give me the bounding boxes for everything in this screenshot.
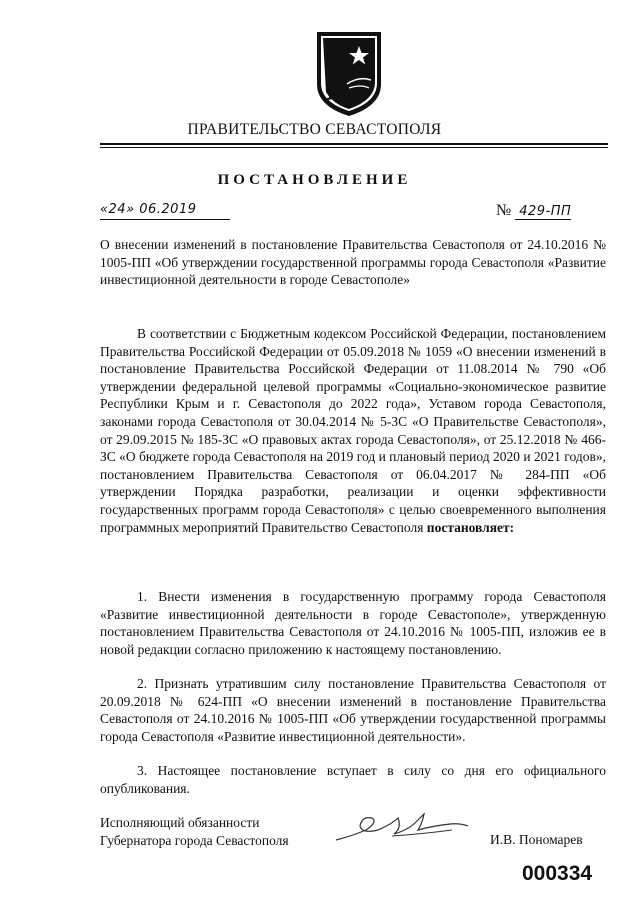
decree-item-1: 1. Внести изменения в государственную программу города Севастополя «Развитие инвестиционной деятельности в городе Севастополе», утвержденную постановлением Правительства Севастополя от 24.10.2016 № 1005-ПП, изложив ее в новой редакции согласно приложению к настоящему постановлению. [100,589,606,657]
organization-name: ПРАВИТЕЛЬСТВО СЕВАСТОПОЛЯ [187,121,442,138]
decree-item-2: 2. Признать утратившим силу постановление Правительства Севастополя от 20.09.2018 № 624-ПП «О внесении изменений в постановление Правительства Севастополя от 24.10.2016 № 1005-ПП «Об утверждении государственной программы города Севастополя «Развитие инвестиционной деятельности». [100,676,606,744]
number-prefix: № [496,202,512,219]
registration-number: 000334 [522,862,593,885]
header-rule-thin [100,147,608,148]
document-number: 429-ПП [515,204,571,220]
signatory-position-line-2: Губернатора города Севастополя [100,832,289,848]
preamble-text: В соответствии с Бюджетным кодексом Российской Федерации, постановлением Правительства Российской Федерации от 05.09.2018 № 1059 «О внесении изменений в постановление Правительства Российской Федерации от 11.08.2014 № 790 «Об утверждении федеральной целевой программы «Социально-экономическое развитие Республики Крым и г. Севастополя до 2022 года», Уставом города Севастополя, законами города Севастополя от 30.04.2014 № 5-ЗС «О Правительстве Севастополя», от 29.09.2015 № 185-ЗС «О правовых актах города Севастополя», от 25.12.2018 № 466-ЗС «О бюджете города Севастополя на 2019 год и плановый период 2020 и 2021 годов», постановлением Правительства Севастополя от 06.04.2017 № 284-ПП «Об утверждении Порядка разработки, реализации и оценки эффективности государственных программ города Севастополя» с целью своевременного выполнения программных мероприятий Правительство Севастополя [100,326,606,535]
document-number-field [496,202,606,219]
signatory-position [100,814,289,849]
coat-of-arms-emblem [313,28,385,118]
header-rule-thick [100,143,608,145]
document-type: ПОСТАНОВЛЕНИЕ [217,172,412,188]
signatory-name: И.В. Пономарев [490,832,583,847]
document-title: О внесении изменений в постановление Правительства Севастополя от 24.10.2016 № 1005-ПП «Об утверждении государственной программы города Севастополя «Развитие инвестиционной деятельности в городе Севастополе» [100,237,606,288]
handwritten-signature [332,806,472,846]
document-date: «24» 06.2019 [100,202,230,220]
decree-word: постановляет: [426,519,515,535]
preamble [100,325,606,536]
decree-item-3: 3. Настоящее постановление вступает в силу со дня его официального опубликования. [100,763,606,796]
signatory-position-line-1: Исполняющий обязанности [100,815,260,830]
